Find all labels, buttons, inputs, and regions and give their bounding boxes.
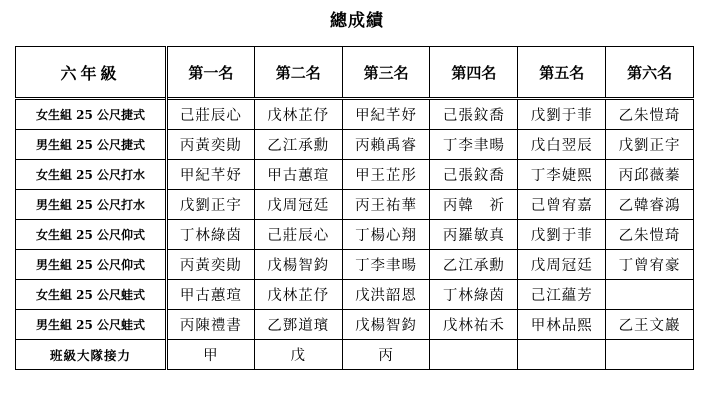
winner-cell: 戊楊智鈞 (342, 310, 430, 340)
winner-cell (430, 340, 518, 370)
winner-cell: 戊劉于菲 (518, 220, 606, 250)
winner-cell: 丁林綠茵 (430, 280, 518, 310)
event-name: 男生組 25 公尺仰式 (16, 250, 167, 280)
winner-cell: 戊 (254, 340, 342, 370)
winner-cell: 丁李婕熙 (518, 160, 606, 190)
winner-cell: 戊劉正宇 (606, 130, 694, 160)
winner-cell: 戊林祐禾 (430, 310, 518, 340)
winner-cell: 己張鈫喬 (430, 160, 518, 190)
event-name: 女生組 25 公尺打水 (16, 160, 167, 190)
table-row (16, 130, 694, 160)
event-name: 男生組 25 公尺打水 (16, 190, 167, 220)
header-rank-4: 第四名 (430, 47, 518, 99)
winner-cell: 丙羅敏真 (430, 220, 518, 250)
table-row (16, 280, 694, 310)
header-category: 六年級 (16, 47, 167, 99)
event-name: 女生組 25 公尺捷式 (16, 99, 167, 130)
winner-cell: 乙朱愷琦 (606, 220, 694, 250)
table-row (16, 160, 694, 190)
event-name: 男生組 25 公尺蛙式 (16, 310, 167, 340)
winner-cell: 乙朱愷琦 (606, 99, 694, 130)
header-rank-5: 第五名 (518, 47, 606, 99)
winner-cell: 戊周冠廷 (518, 250, 606, 280)
winner-cell: 甲紀芊妤 (342, 99, 430, 130)
winner-cell: 丙王祐華 (342, 190, 430, 220)
results-table (15, 46, 694, 370)
winner-cell: 戊楊智鈞 (254, 250, 342, 280)
winner-cell: 丙黃奕勛 (167, 250, 255, 280)
event-name: 女生組 25 公尺仰式 (16, 220, 167, 250)
header-rank-6: 第六名 (606, 47, 694, 99)
event-name: 班級大隊接力 (16, 340, 167, 370)
winner-cell: 甲林品熙 (518, 310, 606, 340)
winner-cell: 丙韓 祈 (430, 190, 518, 220)
winner-cell: 乙韓睿鴻 (606, 190, 694, 220)
winner-cell: 己張鈫喬 (430, 99, 518, 130)
winner-cell: 戊林芷伃 (254, 280, 342, 310)
table-header-row (16, 47, 694, 99)
winner-cell: 戊劉于菲 (518, 99, 606, 130)
winner-cell (518, 340, 606, 370)
table-row (16, 190, 694, 220)
winner-cell: 己江蘊芳 (518, 280, 606, 310)
event-name: 女生組 25 公尺蛙式 (16, 280, 167, 310)
table-row (16, 220, 694, 250)
winner-cell: 丁林綠茵 (167, 220, 255, 250)
winner-cell: 戊劉正宇 (167, 190, 255, 220)
winner-cell: 己曾宥嘉 (518, 190, 606, 220)
winner-cell: 丙邱薇蓁 (606, 160, 694, 190)
winner-cell: 甲 (167, 340, 255, 370)
winner-cell: 甲紀芊妤 (167, 160, 255, 190)
winner-cell: 乙王文巖 (606, 310, 694, 340)
event-name: 男生組 25 公尺捷式 (16, 130, 167, 160)
winner-cell: 丙 (342, 340, 430, 370)
winner-cell: 甲古蕙瑄 (254, 160, 342, 190)
table-row (16, 99, 694, 130)
winner-cell: 戊洪韶恩 (342, 280, 430, 310)
winner-cell: 乙鄧道璸 (254, 310, 342, 340)
table-row (16, 250, 694, 280)
page-title: 總成績 (330, 11, 384, 31)
header-rank-2: 第二名 (254, 47, 342, 99)
header-rank-1: 第一名 (167, 47, 255, 99)
winner-cell: 丙陳禮書 (167, 310, 255, 340)
winner-cell (606, 280, 694, 310)
winner-cell: 戊林芷伃 (254, 99, 342, 130)
winner-cell: 乙江承勳 (254, 130, 342, 160)
winner-cell: 乙江承勳 (430, 250, 518, 280)
winner-cell: 丁李聿暘 (342, 250, 430, 280)
winner-cell: 己莊辰心 (254, 220, 342, 250)
winner-cell: 己莊辰心 (167, 99, 255, 130)
winner-cell (606, 340, 694, 370)
header-rank-3: 第三名 (342, 47, 430, 99)
winner-cell: 甲王芷彤 (342, 160, 430, 190)
table-row (16, 310, 694, 340)
winner-cell: 丁曾宥豪 (606, 250, 694, 280)
winner-cell: 丙黃奕勛 (167, 130, 255, 160)
winner-cell: 戊白翌辰 (518, 130, 606, 160)
winner-cell: 甲古蕙瑄 (167, 280, 255, 310)
winner-cell: 丁李聿暘 (430, 130, 518, 160)
winner-cell: 戊周冠廷 (254, 190, 342, 220)
table-row (16, 340, 694, 370)
winner-cell: 丙賴禹睿 (342, 130, 430, 160)
winner-cell: 丁楊心翔 (342, 220, 430, 250)
